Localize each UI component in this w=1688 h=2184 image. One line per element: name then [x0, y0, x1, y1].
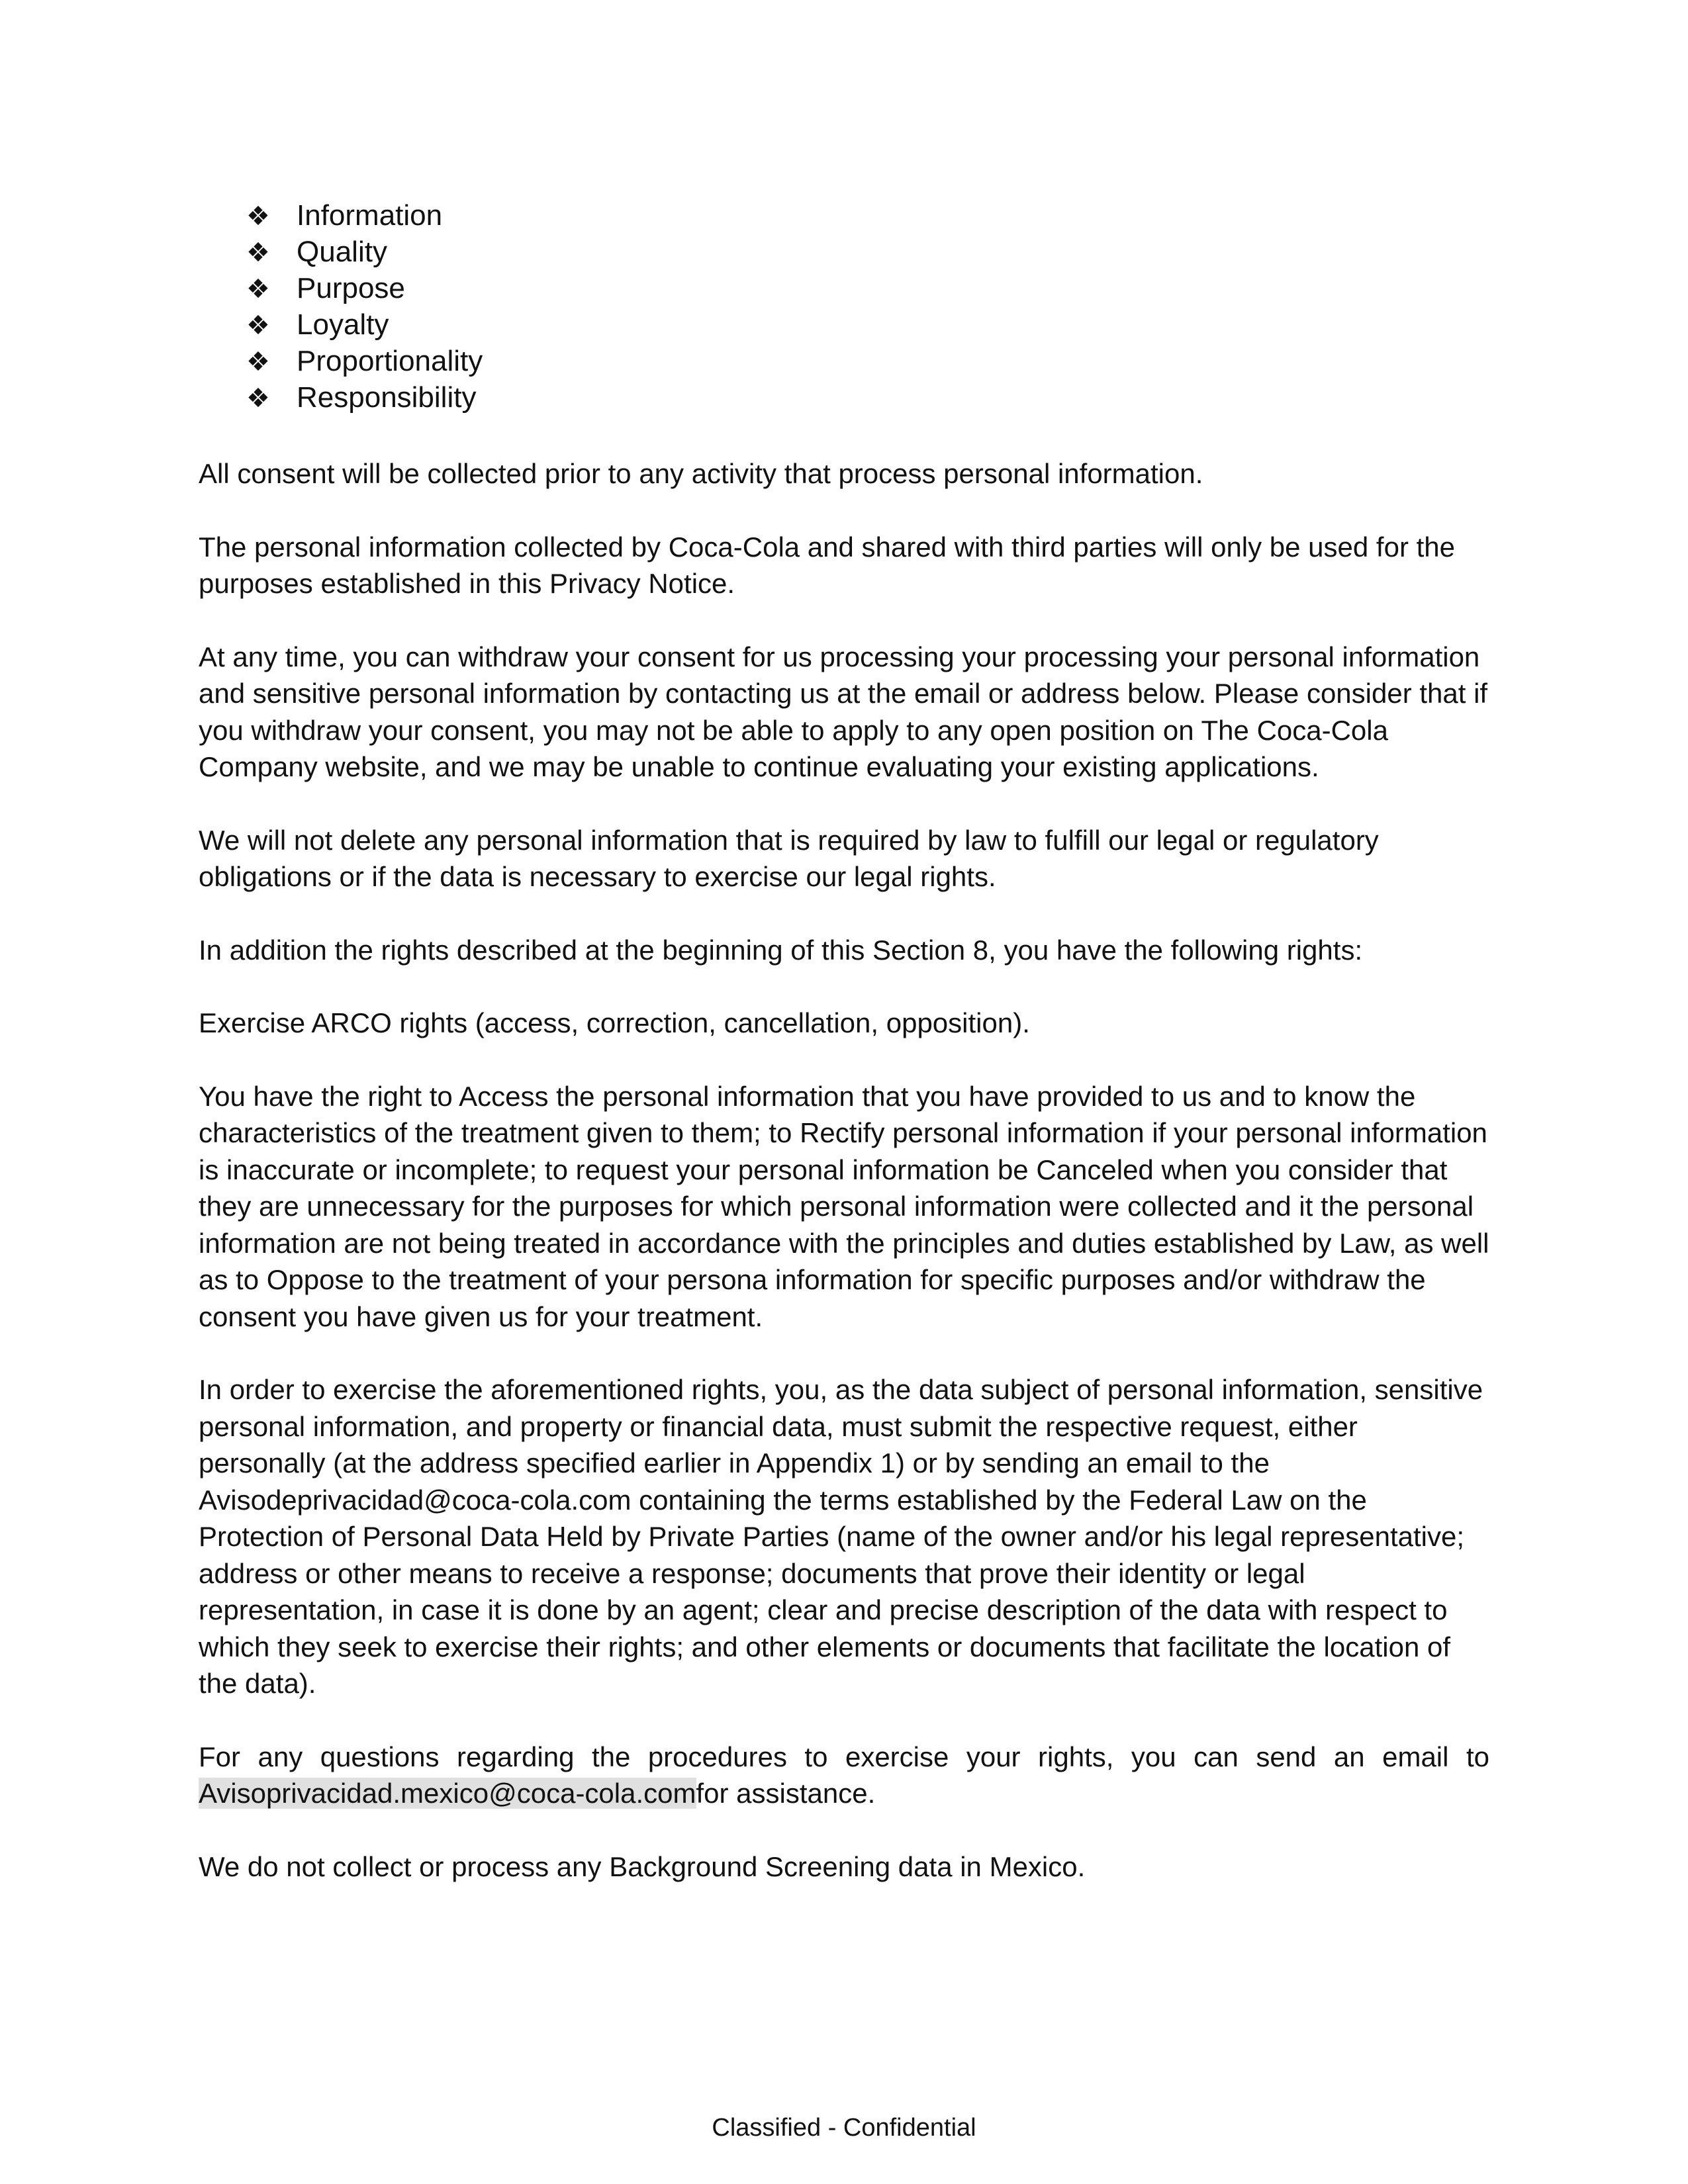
list-item: ❖ Purpose [246, 270, 483, 306]
additional-rights-paragraph: In addition the rights described at the beginning of this Section 8, you have the following rights: [199, 934, 1363, 966]
four-diamond-bullet-icon: ❖ [246, 383, 270, 414]
consent-paragraph: All consent will be collected prior to any activity that process personal information. [199, 458, 1203, 489]
rights-description-paragraph: You have the right to Access the personal information that you have provided to us and to know the characteristics of the treatment given to them; to Rectify personal information if your personal information is inaccurate or incomplete; to request your personal information be Canceled when you consider that they are unnecessary for the purposes for which personal information were collected and it the personal information are not being treated in accordance with the principles and duties established by Law, as well as to Oppose to the treatment of your persona information for specific purposes and/or withdraw the consent you have given us for your treatment. [199, 1080, 1489, 1332]
classification-footer: Classified - Confidential [712, 2114, 976, 2142]
list-item: ❖ Quality [246, 234, 483, 270]
list-item: ❖ Responsibility [246, 379, 483, 416]
arco-rights-paragraph: Exercise ARCO rights (access, correction, cancellation, opposition). [199, 1007, 1030, 1038]
principles-list [246, 197, 483, 416]
questions-paragraph: For any questions regarding the procedures to exercise your rights, you can send an email to Avisoprivacidad.mexico@coca-cola.comfor assistance. [199, 1741, 1489, 1809]
four-diamond-bullet-icon: ❖ [246, 238, 270, 268]
document-body [199, 455, 1489, 1921]
list-item: ❖ Information [246, 197, 483, 234]
four-diamond-bullet-icon: ❖ [246, 201, 270, 232]
list-item: ❖ Loyalty [246, 306, 483, 343]
four-diamond-bullet-icon: ❖ [246, 347, 270, 377]
third-parties-paragraph: The personal information collected by Coca-Cola and shared with third parties will only be used for the purposes established in this Privacy Notice. [199, 531, 1455, 599]
list-item: ❖ Proportionality [246, 343, 483, 379]
assistance-email-link[interactable]: Avisoprivacidad.mexico@coca-cola.com [199, 1778, 696, 1809]
background-screening-paragraph: We do not collect or process any Background Screening data in Mexico. [199, 1850, 1086, 1882]
four-diamond-bullet-icon: ❖ [246, 310, 270, 341]
deletion-paragraph: We will not delete any personal information that is required by law to fulfill our legal or regulatory obligations or if the data is necessary to exercise our legal rights. [199, 824, 1379, 892]
withdraw-consent-paragraph: At any time, you can withdraw your consent for us processing your processing your personal information and sensitive personal information by contacting us at the email or address below. Please consider that if you withdraw your consent, you may not be able to apply to any open position on The Coca-Cola Company website, and we may be unable to continue evaluating your existing applications. [199, 641, 1488, 782]
four-diamond-bullet-icon: ❖ [246, 274, 270, 304]
exercise-rights-paragraph: In order to exercise the aforementioned rights, you, as the data subject of personal information, sensitive personal information, and property or financial data, must submit the respective request, either personally (at the address specified earlier in Appendix 1) or by sending an email to the Avisodeprivacidad@coca-cola.com containing the terms established by the Federal Law on the Protection of Personal Data Held by Private Parties (name of the owner and/or his legal representative; address or other means to receive a response; documents that prove their identity or legal representation, in case it is done by an agent; clear and precise description of the data with respect to which they seek to exercise their rights; and other elements or documents that facilitate the location of the data). [199, 1374, 1483, 1699]
